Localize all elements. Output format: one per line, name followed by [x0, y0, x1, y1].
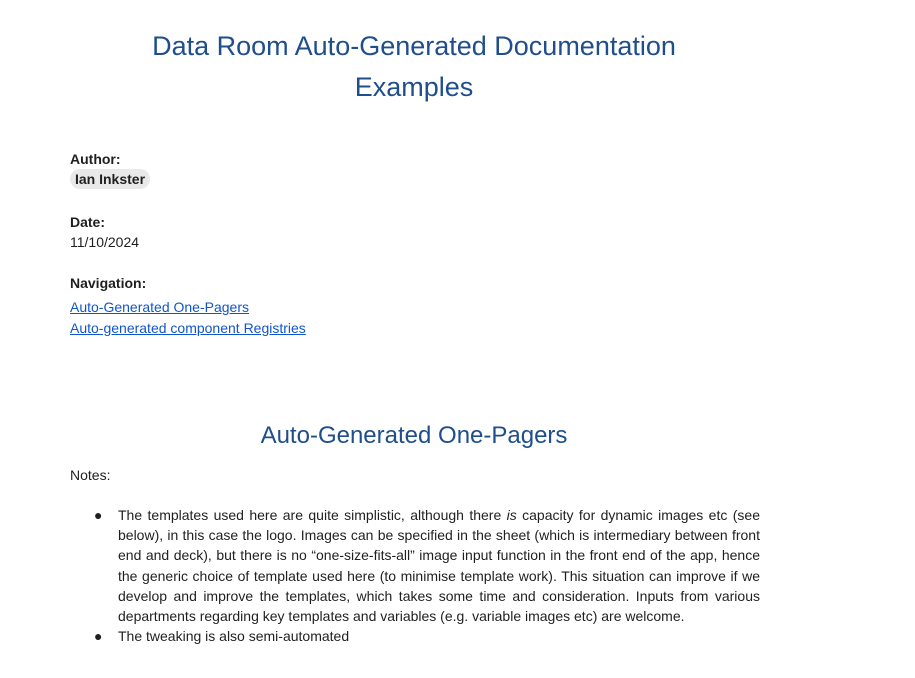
- list-item: [94, 626, 760, 646]
- bullet-text: The tweaking is also semi-automated: [118, 628, 350, 645]
- notes-label: Notes:: [70, 467, 111, 483]
- notes-bullet-list: [94, 505, 760, 646]
- navigation-label: Navigation:: [70, 275, 147, 291]
- author-label: Author:: [70, 151, 121, 167]
- author-value: [70, 169, 150, 189]
- section-heading: Auto-Generated One-Pagers: [260, 422, 568, 449]
- date-value: 11/10/2024: [70, 234, 140, 250]
- bullet-text-start: The templates used here are quite simplistic, although there: [118, 507, 507, 523]
- bullet-icon: ●: [94, 628, 103, 645]
- bullet-icon: ●: [94, 507, 103, 523]
- list-item: [94, 505, 760, 626]
- date-label: Date:: [70, 214, 106, 230]
- document-title: Data Room Auto-Generated Documentation Examples: [152, 31, 676, 102]
- author-chip[interactable]: Ian Inkster: [70, 169, 150, 189]
- nav-link-one-pagers[interactable]: Auto-Generated One-Pagers: [70, 299, 249, 315]
- bullet-text-italic: is: [506, 507, 517, 523]
- nav-link-component-registries[interactable]: Auto-generated component Registries: [70, 320, 306, 336]
- bullet-text-end: capacity for dynamic images etc (see below), in this case the logo. Images can be specified in the sheet (which is intermediary between front end and deck), but there is no “one-size-fits-all” image input function in the front end of the app, hence the generic choice of template used here (to minimise template work). This situation can improve if we develop and improve the templates, which takes some time and consideration. Inputs from various departments regarding key templates and variables (e.g. variable images etc) are welcome.: [118, 507, 760, 625]
